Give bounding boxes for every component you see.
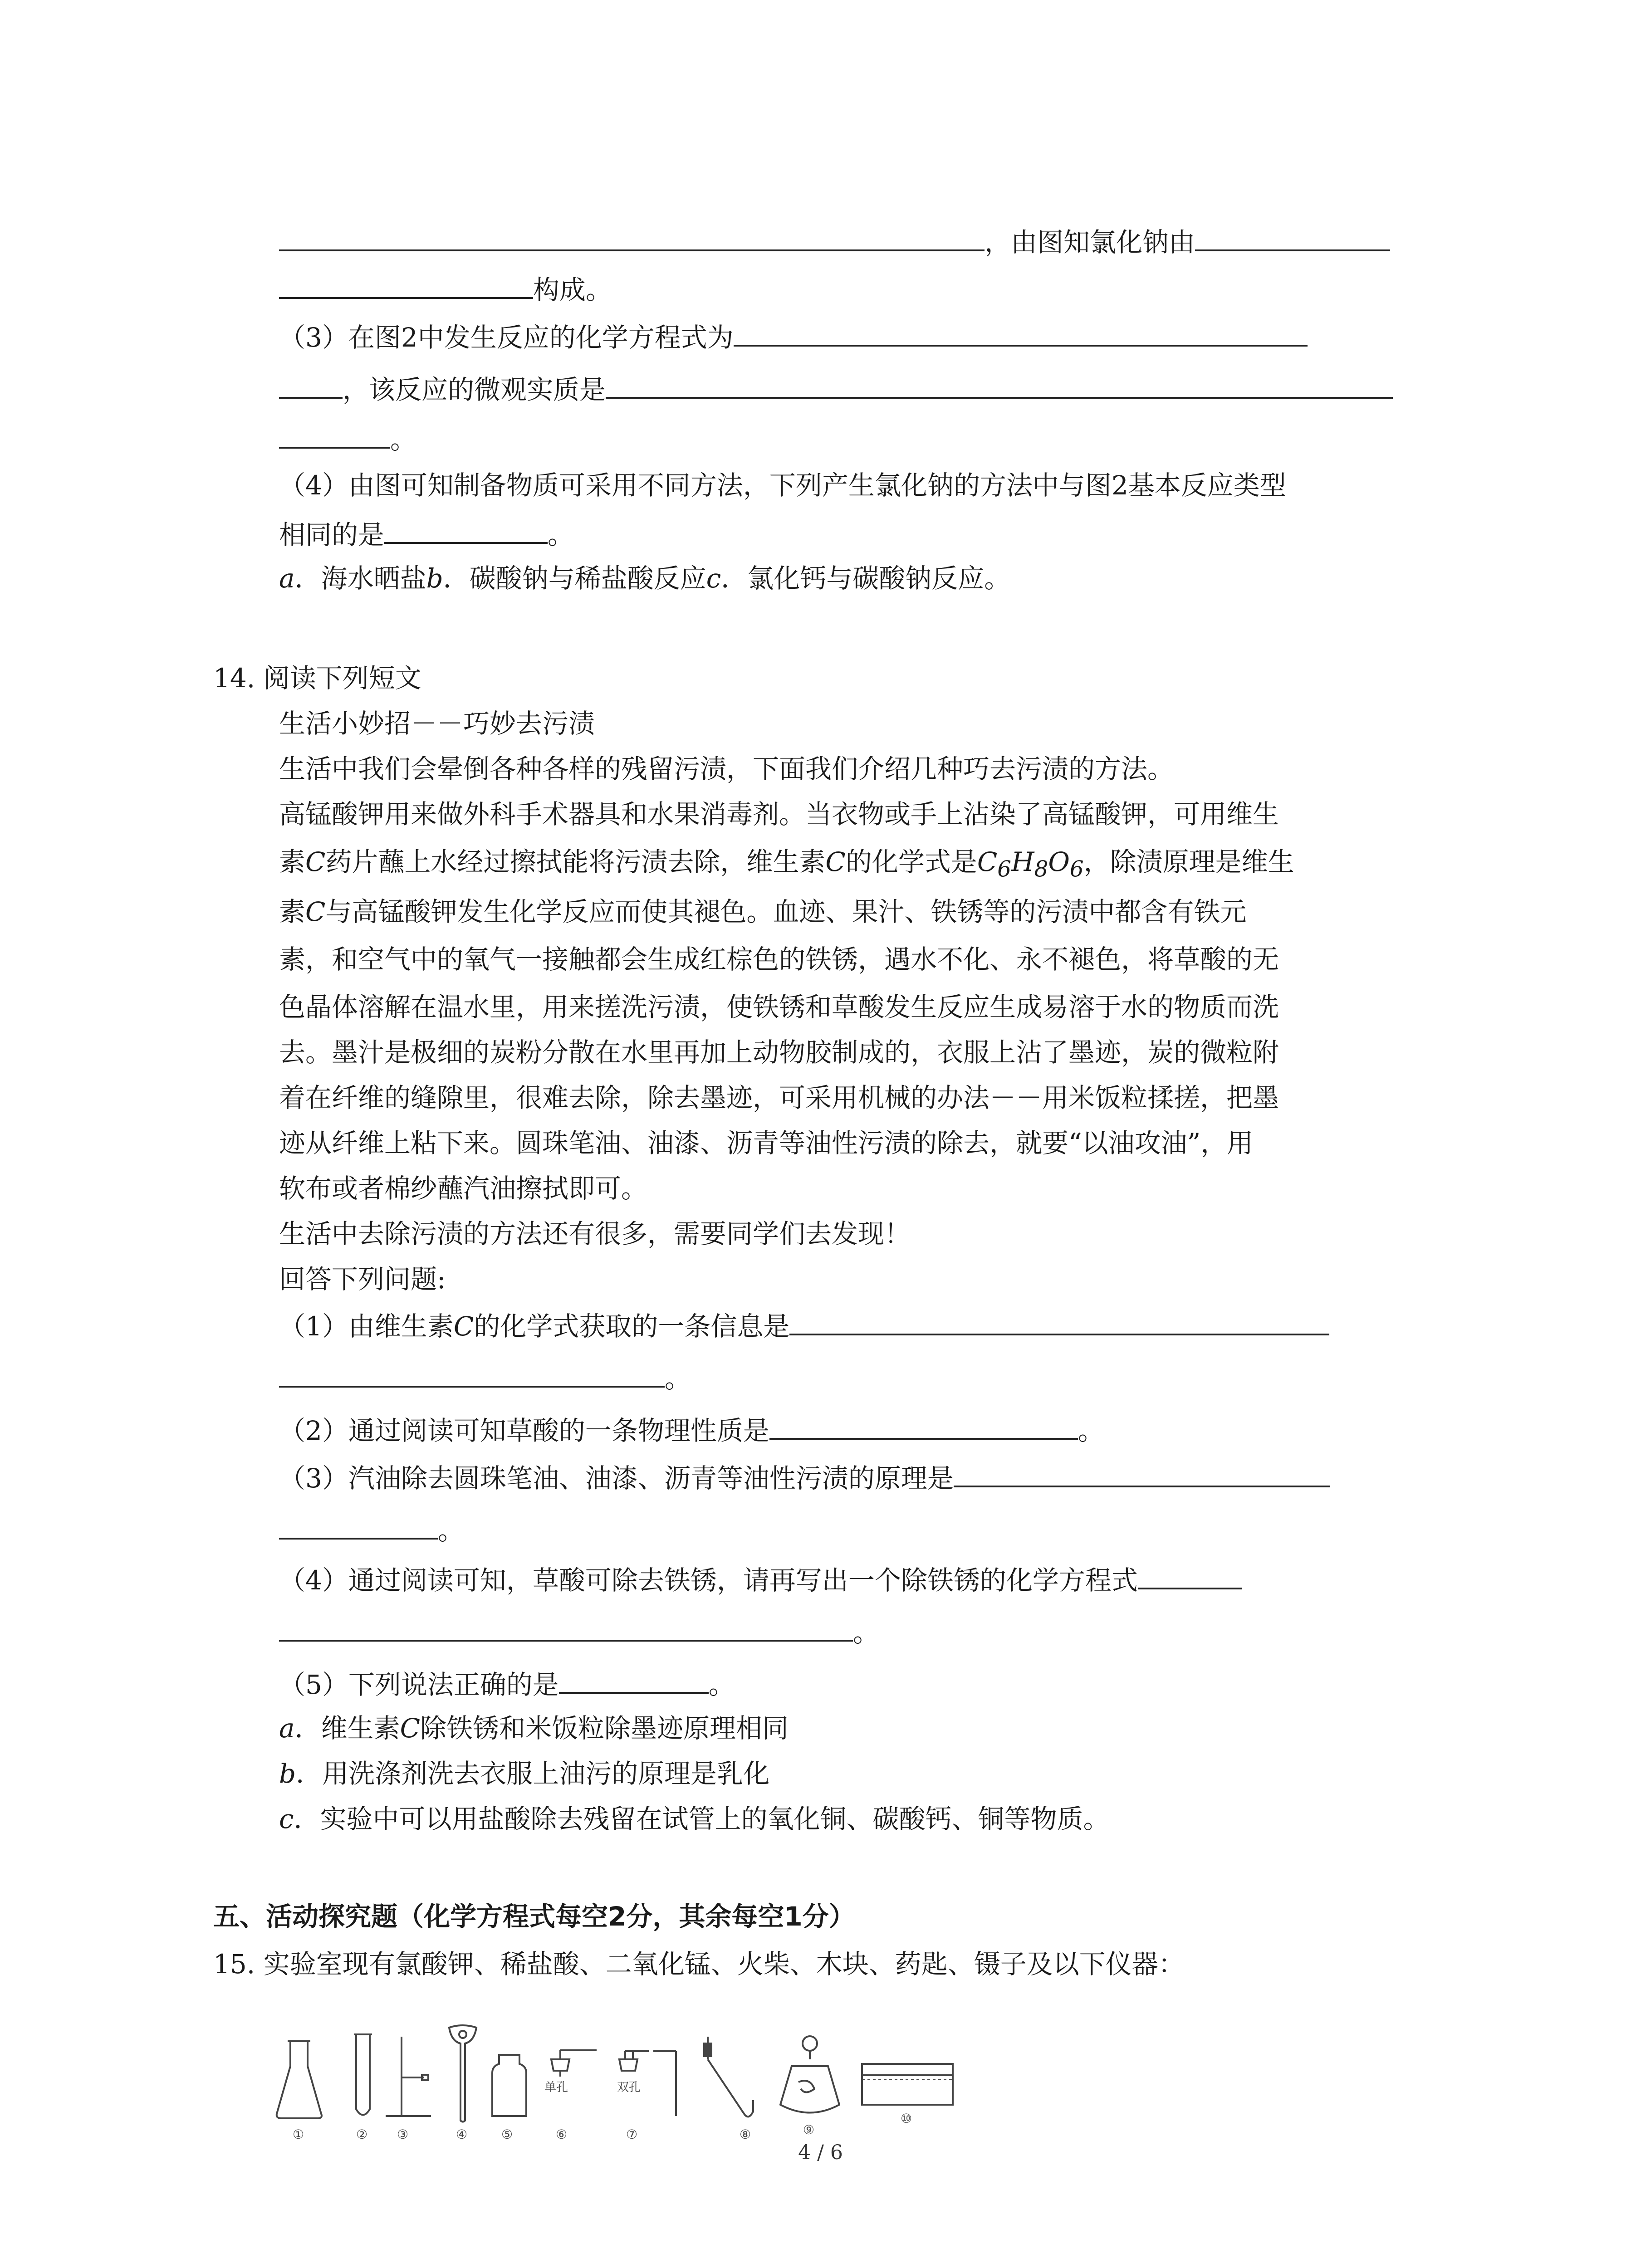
option-letter: c — [706, 563, 721, 594]
answer-blank[interactable] — [279, 222, 985, 251]
q13-line1 — [279, 222, 1390, 260]
q14-sub3 — [279, 1458, 1330, 1496]
section-heading: 五、活动探究题（化学方程式每空2分，其余每空1分） — [213, 1901, 855, 1932]
text: （1）由维生素 — [279, 1311, 454, 1342]
subscript: 6 — [1069, 856, 1084, 882]
answer-blank[interactable] — [606, 370, 1393, 399]
q13-line2 — [279, 270, 612, 308]
q13-part3-line2 — [279, 370, 1393, 408]
option-letter: a — [279, 1713, 295, 1744]
gas-jar-icon — [492, 2055, 526, 2116]
answer-prompt: 回答下列问题: — [279, 1264, 446, 1295]
q14-option-a — [279, 1710, 789, 1746]
var-c: C — [453, 1311, 474, 1342]
passage-line: 迹从纤维上粘下来。圆珠笔油、油漆、沥青等油性污渍的除去，就要“以油攻油”，用 — [279, 1128, 1254, 1158]
text: （2）通过阅读可知草酸的一条物理性质是 — [279, 1415, 769, 1446]
q14-sub2 — [279, 1411, 1104, 1449]
label-num-3: ③ — [397, 2127, 409, 2142]
option-letter: b — [426, 563, 443, 594]
q13-part4 — [279, 467, 1286, 503]
answer-blank[interactable] — [279, 1510, 438, 1540]
option-text: ．维生素 — [294, 1713, 400, 1744]
passage-line: 高锰酸钾用来做外科手术器具和水果消毒剂。当衣物或手上沾染了高锰酸钾，可用维生 — [279, 799, 1279, 830]
answer-blank[interactable] — [279, 1359, 665, 1388]
passage-line: 素，和空气中的氧气一接触都会生成红棕色的铁锈，遇水不化、永不褪色，将草酸的无 — [279, 944, 1279, 975]
double-hole-stopper-icon — [617, 2051, 676, 2116]
label-num-6: ⑥ — [556, 2127, 568, 2142]
label-num-2: ② — [356, 2127, 368, 2142]
q14-sub1 — [279, 1306, 1329, 1344]
label-double-hole: 双孔 — [617, 2081, 641, 2094]
var-c: C — [305, 846, 326, 877]
test-tube-icon — [354, 2034, 372, 2115]
text: 药片蘸上水经过擦拭能将污渍去除，维生素 — [325, 846, 826, 877]
period: 。 — [708, 1669, 735, 1700]
option-text: ．实验中可以用盐酸除去残留在试管上的氧化铜、碳酸钙、铜等物质。 — [294, 1804, 1110, 1834]
period: 。 — [665, 1363, 691, 1394]
period: 。 — [1078, 1415, 1104, 1446]
formula-h: H — [1011, 846, 1034, 877]
question-text: 实验室现有氯酸钾、稀盐酸、二氧化锰、火柴、木块、药匙、镊子及以下仪器： — [263, 1949, 1185, 1980]
text: （4）通过阅读可知，草酸可除去铁锈，请再写出一个除铁锈的化学方程式 — [279, 1565, 1138, 1596]
answer-blank[interactable] — [279, 270, 533, 299]
q15-header — [213, 1946, 1185, 1982]
passage-line: 软布或者棉纱蘸汽油擦拭即可。 — [279, 1173, 648, 1204]
q13-part3-line3 — [279, 420, 416, 458]
apparatus-number-labels — [293, 2111, 912, 2142]
text: 与高锰酸钾发生化学反应而使其褪色。血迹、果汁、铁锈等的污渍中都含有铁元 — [325, 896, 1247, 927]
subscript: 6 — [997, 856, 1011, 882]
q13-l1-text: ，由图知氯化钠由 — [985, 227, 1195, 258]
question-number: 14. — [213, 663, 255, 694]
q13-l2-text: 构成。 — [533, 274, 612, 305]
q14-sub4 — [279, 1560, 1242, 1598]
q13-part4-line2 — [279, 515, 574, 553]
var-c: C — [400, 1713, 420, 1744]
period: 。 — [438, 1515, 465, 1546]
q13-options — [279, 560, 1010, 596]
text: 素 — [279, 846, 306, 877]
subscript: 8 — [1034, 856, 1048, 882]
period: 。 — [853, 1617, 880, 1648]
label-num-10: ⑩ — [901, 2111, 912, 2126]
passage-line: 着在纤维的缝隙里，很难去除，除去墨迹，可采用机械的办法－－用米饭粒揉搓，把墨 — [279, 1082, 1279, 1113]
q13-period: 。 — [390, 424, 417, 455]
option-letter: b — [279, 1758, 296, 1789]
option-letter: c — [279, 1804, 294, 1834]
q13-p4-text2: 相同的是 — [279, 519, 385, 550]
q13-p4-text: （4）由图可知制备物质可采用不同方法，下列产生氯化钠的方法中与图2基本反应类型 — [279, 470, 1286, 501]
page-number: 4 / 6 — [798, 2141, 843, 2164]
q13-period: 。 — [548, 519, 574, 550]
question-number: 15. — [213, 1949, 255, 1980]
answer-blank[interactable] — [954, 1458, 1330, 1487]
answer-blank[interactable] — [734, 318, 1308, 347]
q14-sub5 — [279, 1665, 735, 1703]
option-text: 除铁锈和米饭粒除墨迹原理相同 — [420, 1713, 789, 1744]
lab-apparatus-figure — [272, 2023, 998, 2146]
q14-option-b — [279, 1755, 769, 1792]
passage-paragraph: 生活中我们会晕倒各种各样的残留污渍，下面我们介绍几种巧去污渍的方法。 — [279, 753, 1174, 784]
text: 的化学式是 — [845, 846, 977, 877]
option-letter: a — [279, 563, 295, 594]
water-trough-icon — [862, 2064, 953, 2105]
answer-blank[interactable] — [789, 1306, 1329, 1335]
conical-flask-icon — [277, 2041, 322, 2118]
var-c: C — [305, 896, 326, 927]
passage-line: 去。墨汁是极细的炭粉分散在水里再加上动物胶制成的，衣服上沾了墨迹，炭的微粒附 — [279, 1037, 1279, 1068]
label-num-8: ⑧ — [740, 2127, 751, 2142]
text: （3）汽油除去圆珠笔油、油漆、沥青等油性污渍的原理是 — [279, 1463, 954, 1494]
option-text: ．氯化钙与碳酸钠反应。 — [721, 563, 1011, 594]
label-num-7: ⑦ — [626, 2127, 638, 2142]
option-text: ．用洗涤剂洗去衣服上油污的原理是乳化 — [296, 1758, 770, 1789]
label-num-4: ④ — [456, 2127, 468, 2142]
passage-line: 色晶体溶解在温水里，用来搓洗污渍，使铁锈和草酸发生反应生成易溶于水的物质而洗 — [279, 992, 1279, 1022]
passage-line — [279, 894, 1246, 930]
formula-o: O — [1048, 846, 1070, 877]
single-hole-stopper-icon — [544, 2050, 597, 2094]
delivery-tube-icon — [704, 2037, 753, 2116]
answer-blank[interactable] — [769, 1411, 1078, 1440]
answer-blank[interactable] — [279, 420, 390, 449]
q14-sub3-line2 — [279, 1510, 464, 1549]
label-num-1: ① — [293, 2127, 304, 2142]
q14-option-c — [279, 1801, 1110, 1837]
label-num-5: ⑤ — [501, 2127, 513, 2142]
q13-p3-text: （3）在图2中发生反应的化学方程式为 — [279, 322, 734, 353]
q14-header — [213, 660, 421, 696]
iron-stand-icon — [386, 2037, 431, 2116]
question-title: 阅读下列短文 — [263, 663, 421, 694]
answer-blank[interactable] — [559, 1665, 709, 1694]
text: ，除渍原理是维生 — [1083, 846, 1294, 877]
option-text: ．碳酸钠与稀盐酸反应 — [443, 563, 706, 594]
text: 的化学式获取的一条信息是 — [474, 1311, 790, 1342]
text: 素 — [279, 896, 306, 927]
q13-part3 — [279, 318, 1308, 356]
var-c: C — [825, 846, 846, 877]
formula-c6h8o6 — [977, 846, 1084, 882]
label-single-hole: 单孔 — [544, 2081, 568, 2094]
q14-sub4-line2 — [279, 1613, 879, 1651]
passage-line — [279, 844, 1294, 888]
label-num-9: ⑨ — [803, 2122, 815, 2137]
answer-blank[interactable] — [279, 1613, 853, 1642]
answer-blank[interactable] — [279, 370, 343, 399]
answer-blank[interactable] — [1195, 222, 1390, 251]
option-text: ．海水晒盐 — [294, 563, 426, 594]
answer-blank[interactable] — [384, 515, 548, 544]
formula-c: C — [977, 846, 998, 877]
q14-sub1-line2 — [279, 1359, 691, 1397]
alcohol-lamp-icon — [780, 2036, 839, 2113]
passage-subtitle: 生活小妙招－－巧妙去污渍 — [279, 708, 595, 739]
funnel-icon — [449, 2025, 476, 2122]
answer-blank[interactable] — [1138, 1560, 1242, 1589]
passage-paragraph: 生活中去除污渍的方法还有很多，需要同学们去发现！ — [279, 1218, 911, 1249]
q13-p3-text2: ，该反应的微观实质是 — [343, 374, 606, 405]
text: （5）下列说法正确的是 — [279, 1669, 559, 1700]
